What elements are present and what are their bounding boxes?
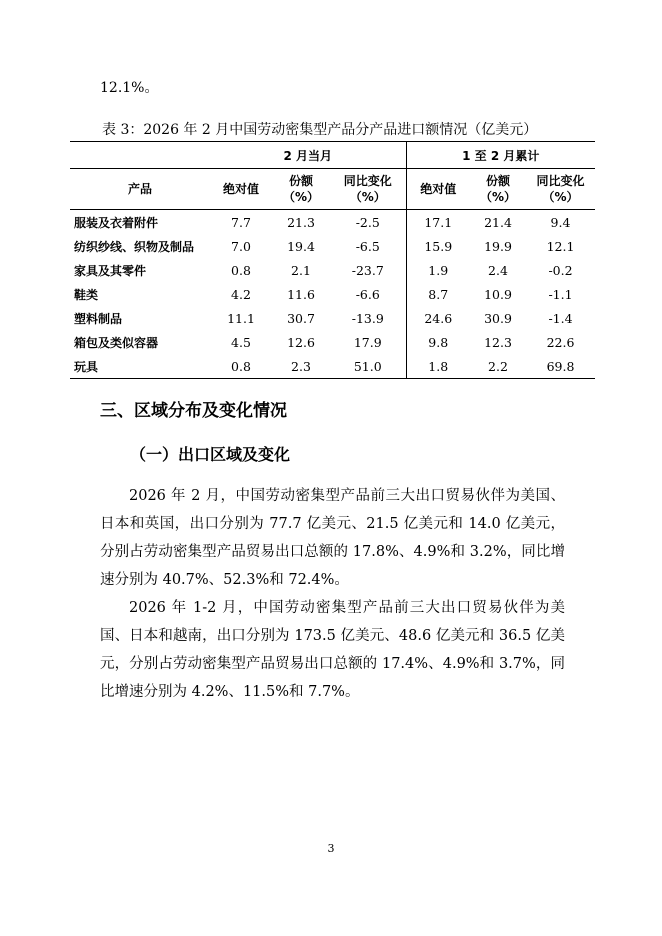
group-header-cumulative: 1 至 2 月累计 (406, 142, 595, 169)
product-name: 家具及其零件 (74, 263, 147, 278)
table-row (70, 258, 595, 282)
product-name: 鞋类 (74, 287, 99, 302)
table-row (70, 210, 595, 235)
table-cell: -23.7 (330, 258, 406, 282)
table-cell: 21.3 (287, 214, 315, 230)
table-row (70, 234, 595, 258)
table-cell: 10.9 (484, 286, 512, 302)
table-cell: 11.6 (287, 286, 315, 302)
table-row (70, 354, 595, 379)
table-cell: 19.9 (484, 238, 512, 254)
col-header: 同比变化 （%） (330, 169, 406, 210)
table-cell: -1.1 (548, 286, 573, 302)
table-cell: 17.1 (424, 214, 453, 230)
group-header-month: 2 月当月 (210, 142, 406, 169)
table-cell: -13.9 (330, 306, 406, 330)
product-header: 产品 (70, 169, 210, 210)
table-cell: 12.6 (287, 334, 315, 350)
body-text (100, 594, 565, 706)
table-row (70, 330, 595, 354)
table-cell: 2.2 (470, 354, 526, 379)
table-cell: 15.9 (424, 238, 453, 254)
product-name: 服装及衣着附件 (74, 215, 159, 230)
col-header: 绝对值 (406, 169, 470, 210)
table-cell: 11.1 (227, 310, 255, 326)
table-row (70, 282, 595, 306)
subsection-heading: （一）出口区域及变化 (130, 445, 291, 464)
paragraph: 2026 年 1-2 月，中国劳动密集型产品前三大出口贸易伙伴为美国、日本和越南，出口分别为 173.5 亿美元、48.6 亿美元和 36.5 亿美元，分别占劳动密集型产品贸易出口总额的 17.4%、4.9%和 3.7%，同比增速分别为 4.2%、11.5%和 7.7%。 (100, 600, 565, 700)
table-cell: 1.8 (406, 354, 470, 379)
table-cell: 22.6 (546, 334, 575, 350)
page-number: 3 (327, 842, 335, 855)
header-blank (70, 142, 210, 169)
table-cell: 21.4 (484, 214, 512, 230)
table-cell: 12.1 (546, 238, 575, 254)
product-name: 箱包及类似容器 (74, 335, 159, 350)
table-cell: 4.2 (231, 286, 251, 302)
continued-text-line: 12.1%。 (100, 80, 159, 96)
import-table (70, 141, 595, 379)
table-cell: 9.4 (550, 214, 571, 230)
product-name: 玩具 (70, 354, 210, 379)
col-header: 份额 （%） (470, 169, 526, 210)
table-cell: -1.4 (548, 310, 573, 326)
table-cell: 8.7 (428, 286, 449, 302)
table-cell: -6.6 (330, 282, 406, 306)
table-cell: 30.9 (484, 310, 512, 326)
table-cell: -0.2 (548, 262, 573, 278)
table-caption: 表 3：2026 年 2 月中国劳动密集型产品分产品进口额情况（亿美元） (102, 122, 538, 138)
table-cell: 1.9 (428, 262, 449, 278)
table-cell: 0.8 (231, 262, 251, 278)
table-cell: 24.6 (424, 310, 453, 326)
col-header: 份额 （%） (272, 169, 330, 210)
product-name: 塑料制品 (74, 311, 123, 326)
table-cell: 0.8 (210, 354, 272, 379)
table-cell: 2.4 (488, 262, 508, 278)
col-header: 同比变化 （%） (526, 169, 595, 210)
table-cell: 51.0 (330, 354, 406, 379)
table-cell: 69.8 (526, 354, 595, 379)
table-row (70, 306, 595, 330)
table-cell: 12.3 (484, 334, 512, 350)
table-cell: 30.7 (287, 310, 315, 326)
table-cell: 17.9 (330, 330, 406, 354)
table-cell: -6.5 (330, 234, 406, 258)
table-cell: -2.5 (330, 210, 406, 235)
paragraph: 2026 年 2 月，中国劳动密集型产品前三大出口贸易伙伴为美国、日本和英国，出口分别为 77.7 亿美元、21.5 亿美元和 14.0 亿美元，分别占劳动密集型产品贸易出口总额的 17.8%、4.9%和 3.2%，同比增速分别为 40.7%、52.3%和 72.4%。 (100, 488, 565, 588)
table-cell: 2.3 (272, 354, 330, 379)
table-cell: 4.5 (231, 334, 251, 350)
product-name: 纺织纱线、织物及制品 (74, 239, 195, 254)
body-text (100, 482, 565, 594)
section-heading: 三、区域分布及变化情况 (100, 401, 287, 421)
table-cell: 7.0 (231, 238, 251, 254)
col-header: 绝对值 (210, 169, 272, 210)
table-cell: 19.4 (287, 238, 315, 254)
table-cell: 2.1 (291, 262, 311, 278)
table-cell: 7.7 (231, 214, 251, 230)
table-cell: 9.8 (428, 334, 449, 350)
